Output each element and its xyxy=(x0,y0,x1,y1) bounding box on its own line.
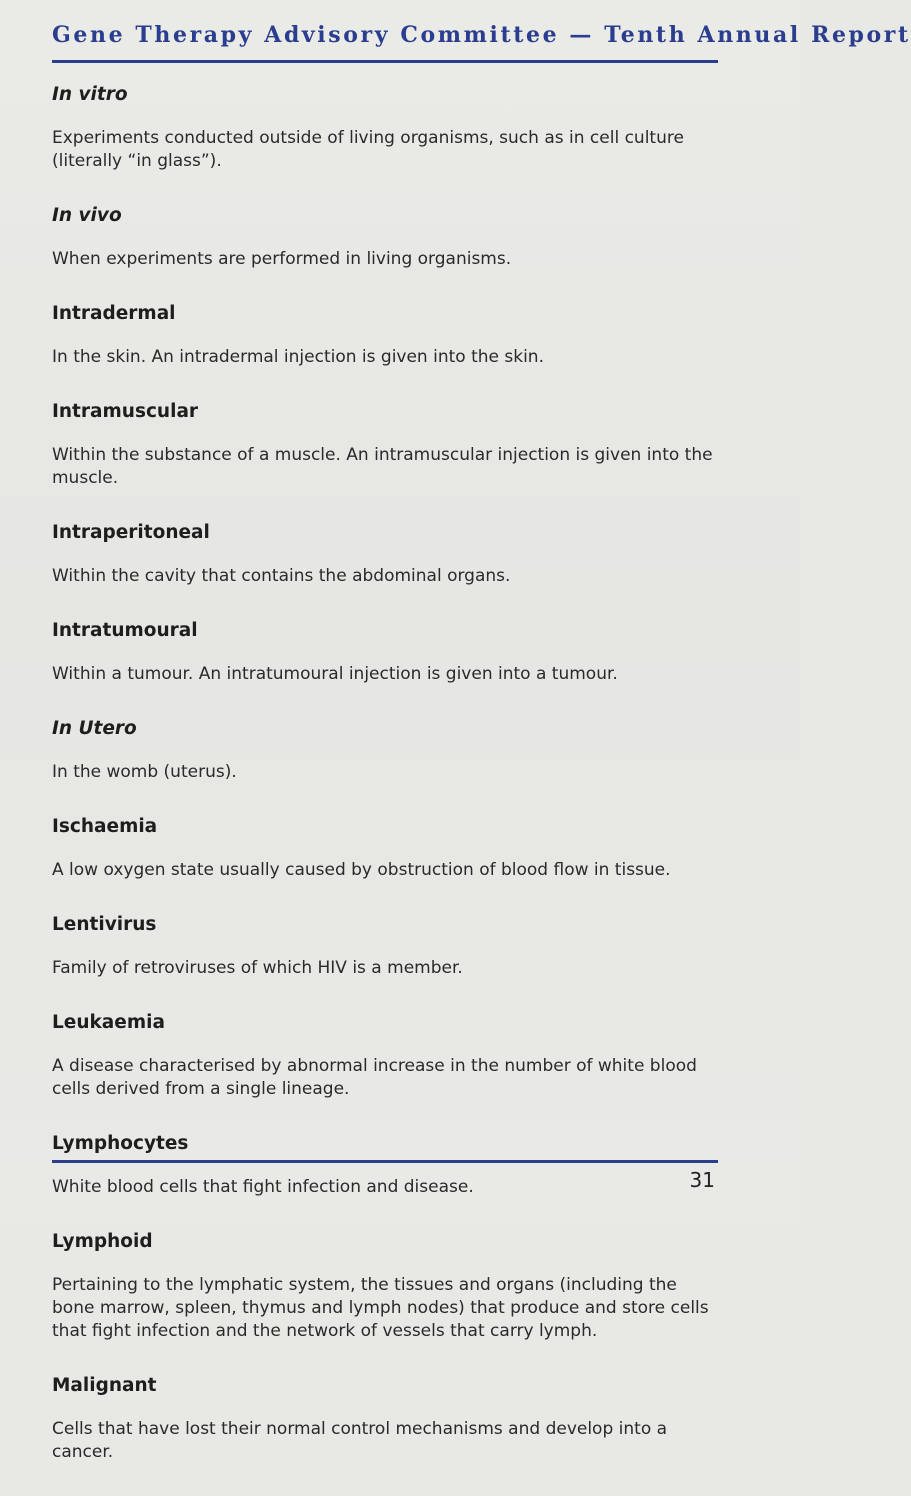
glossary-term: In Utero xyxy=(52,718,137,739)
glossary-term: Ischaemia xyxy=(52,816,158,837)
glossary-term: Lentivirus xyxy=(52,914,157,935)
glossary-definition: When experiments are performed in living organisms. xyxy=(52,249,512,269)
glossary-entry xyxy=(52,522,722,588)
glossary-definition: A disease characterised by abnormal increase in the number of white blood cells derived from a single lineage. xyxy=(52,1056,697,1099)
glossary-definition: In the skin. An intradermal injection is given into the skin. xyxy=(52,347,544,367)
header-rule xyxy=(52,60,718,63)
glossary-entry xyxy=(52,816,722,882)
glossary-entry xyxy=(52,718,722,784)
glossary-term: In vivo xyxy=(52,205,122,226)
glossary-term: In vitro xyxy=(52,84,128,105)
glossary-definition: A low oxygen state usually caused by obstruction of blood flow in tissue. xyxy=(52,860,671,880)
glossary-entry xyxy=(52,205,722,271)
glossary-entry xyxy=(52,1133,722,1199)
glossary-definition: Within a tumour. An intratumoural injection is given into a tumour. xyxy=(52,664,618,684)
glossary-entry xyxy=(52,401,722,490)
glossary-entry xyxy=(52,1231,722,1343)
glossary-entry xyxy=(52,620,722,686)
glossary-term: Leukaemia xyxy=(52,1012,165,1033)
glossary-definition: Within the substance of a muscle. An intramuscular injection is given into the muscle. xyxy=(52,445,713,488)
glossary-entry xyxy=(52,1375,722,1464)
glossary-term: Lymphocytes xyxy=(52,1133,189,1154)
glossary-entry xyxy=(52,84,722,173)
glossary-entry xyxy=(52,1012,722,1101)
glossary-term: Intraperitoneal xyxy=(52,522,210,543)
glossary-term: Lymphoid xyxy=(52,1231,153,1252)
glossary-term: Malignant xyxy=(52,1375,157,1396)
glossary-list xyxy=(52,84,722,1496)
footer-rule xyxy=(52,1160,718,1163)
glossary-definition: Cells that have lost their normal control mechanisms and develop into a cancer. xyxy=(52,1419,668,1462)
glossary-definition: Within the cavity that contains the abdominal organs. xyxy=(52,566,511,586)
running-header-title: Gene Therapy Advisory Committee — Tenth Annual Report xyxy=(52,22,911,48)
page-number: 31 xyxy=(689,1168,715,1192)
glossary-entry xyxy=(52,914,722,980)
glossary-definition: White blood cells that fight infection and disease. xyxy=(52,1177,474,1197)
glossary-entry xyxy=(52,303,722,369)
glossary-definition: Family of retroviruses of which HIV is a member. xyxy=(52,958,463,978)
glossary-term: Intratumoural xyxy=(52,620,198,641)
glossary-definition: Pertaining to the lymphatic system, the tissues and organs (including the bone marrow, spleen, thymus and lymph nodes) that produce and store cells that fight infection and the network of vessels that carry lymph. xyxy=(52,1275,709,1341)
glossary-definition: Experiments conducted outside of living organisms, such as in cell culture (literally “in glass”). xyxy=(52,128,684,171)
glossary-term: Intramuscular xyxy=(52,401,199,422)
glossary-term: Intradermal xyxy=(52,303,176,324)
glossary-definition: In the womb (uterus). xyxy=(52,762,237,782)
